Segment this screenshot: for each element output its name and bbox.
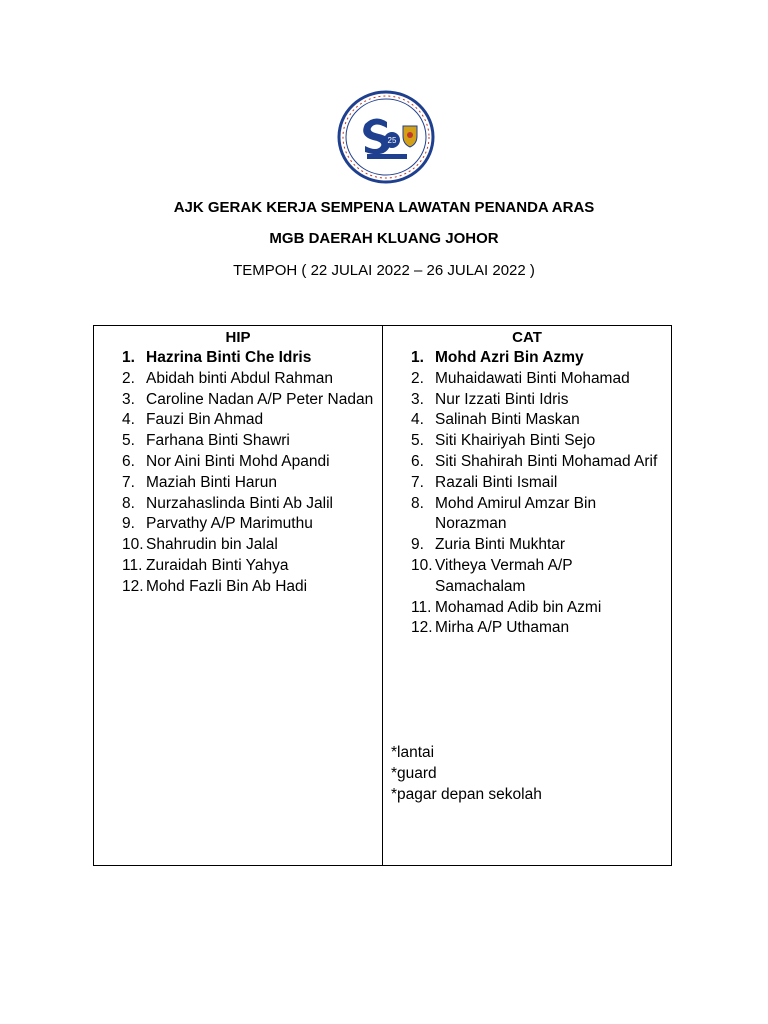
member-name: Vitheya Vermah A/P Samachalam — [435, 556, 573, 595]
school-emblem-logo — [337, 90, 435, 184]
list-item — [383, 452, 671, 473]
member-name: Mohd Amirul Amzar Bin Norazman — [435, 494, 597, 533]
list-number: 4. — [411, 411, 424, 429]
list-item — [94, 348, 382, 369]
list-number: 2. — [122, 369, 135, 387]
note-item: *pagar depan sekolah — [391, 785, 542, 803]
list-number: 6. — [411, 452, 424, 470]
list-number: 7. — [411, 473, 424, 491]
member-name: Muhaidawati Binti Mohamad — [435, 369, 630, 387]
list-item — [94, 369, 382, 390]
member-name: Zuraidah Binti Yahya — [146, 556, 289, 574]
list-item — [383, 473, 671, 494]
list-item — [383, 556, 671, 598]
document-title: AJK GERAK KERJA SEMPENA LAWATAN PENANDA ARAS — [173, 199, 595, 216]
note-item: *guard — [391, 764, 437, 782]
member-list-hip — [94, 348, 382, 598]
list-item — [94, 577, 382, 598]
list-number: 5. — [122, 432, 135, 450]
list-item — [383, 390, 671, 411]
list-item — [94, 514, 382, 535]
list-item — [383, 494, 671, 536]
member-name: Mohamad Adib bin Azmi — [435, 598, 602, 616]
list-number: 9. — [411, 536, 424, 554]
member-name: Caroline Nadan A/P Peter Nadan — [146, 390, 374, 408]
list-number: 9. — [122, 515, 135, 533]
list-number: 1. — [411, 349, 424, 366]
list-item — [94, 535, 382, 556]
member-list-cat — [383, 348, 671, 639]
member-name: Razali Binti Ismail — [435, 473, 558, 491]
column-title-cat: CAT — [512, 329, 542, 346]
member-name: Mirha A/P Uthaman — [435, 619, 570, 637]
member-name: Zuria Binti Mukhtar — [435, 536, 566, 554]
svg-text:25: 25 — [387, 136, 397, 145]
list-item — [94, 390, 382, 411]
list-item — [383, 431, 671, 452]
list-item — [383, 369, 671, 390]
member-name: Shahrudin bin Jalal — [146, 536, 278, 554]
document-subtitle: MGB DAERAH KLUANG JOHOR — [269, 230, 499, 247]
member-name: Mohd Azri Bin Azmy — [435, 349, 584, 366]
list-number: 3. — [122, 390, 135, 408]
member-name: Siti Khairiyah Binti Sejo — [435, 432, 596, 450]
member-name: Nur Izzati Binti Idris — [435, 390, 569, 408]
list-item — [94, 410, 382, 431]
member-name: Parvathy A/P Marimuthu — [146, 515, 313, 533]
column-hip — [94, 326, 382, 865]
note-item: *lantai — [391, 744, 435, 761]
list-item — [94, 452, 382, 473]
list-item — [94, 473, 382, 494]
list-number: 5. — [411, 432, 424, 450]
list-item — [383, 348, 671, 369]
document-period: TEMPOH ( 22 JULAI 2022 – 26 JULAI 2022 ) — [233, 262, 535, 279]
list-number: 3. — [411, 390, 424, 408]
school-emblem-icon — [337, 90, 435, 184]
list-number: 7. — [122, 473, 135, 491]
list-number: 6. — [122, 452, 135, 470]
list-number: 11. — [122, 556, 143, 574]
list-number: 11. — [411, 598, 432, 616]
list-item — [383, 618, 671, 639]
member-name: Fauzi Bin Ahmad — [146, 411, 264, 429]
member-name: Nurzahaslinda Binti Ab Jalil — [146, 494, 333, 512]
column-title-hip: HIP — [225, 329, 251, 346]
list-number: 4. — [122, 411, 135, 429]
member-name: Mohd Fazli Bin Ab Hadi — [146, 577, 308, 595]
member-name: Siti Shahirah Binti Mohamad Arif — [435, 452, 658, 470]
committee-table — [93, 325, 672, 866]
list-number: 10. — [411, 556, 433, 574]
list-number: 12. — [122, 577, 144, 595]
list-number: 10. — [122, 536, 144, 554]
list-item — [383, 410, 671, 431]
member-name: Salinah Binti Maskan — [435, 411, 580, 429]
list-number: 1. — [122, 349, 135, 366]
list-item — [94, 494, 382, 515]
column-cat — [382, 326, 671, 865]
list-item — [383, 535, 671, 556]
list-item — [94, 431, 382, 452]
member-name: Farhana Binti Shawri — [146, 432, 290, 450]
list-item — [383, 598, 671, 619]
member-name: Hazrina Binti Che Idris — [146, 349, 312, 366]
member-name: Nor Aini Binti Mohd Apandi — [146, 452, 330, 470]
member-name: Abidah binti Abdul Rahman — [146, 369, 333, 387]
list-item — [94, 556, 382, 577]
member-name: Maziah Binti Harun — [146, 473, 277, 491]
list-number: 2. — [411, 369, 424, 387]
notes-block — [391, 743, 542, 805]
list-number: 8. — [411, 494, 424, 512]
list-number: 12. — [411, 619, 433, 637]
list-number: 8. — [122, 494, 135, 512]
